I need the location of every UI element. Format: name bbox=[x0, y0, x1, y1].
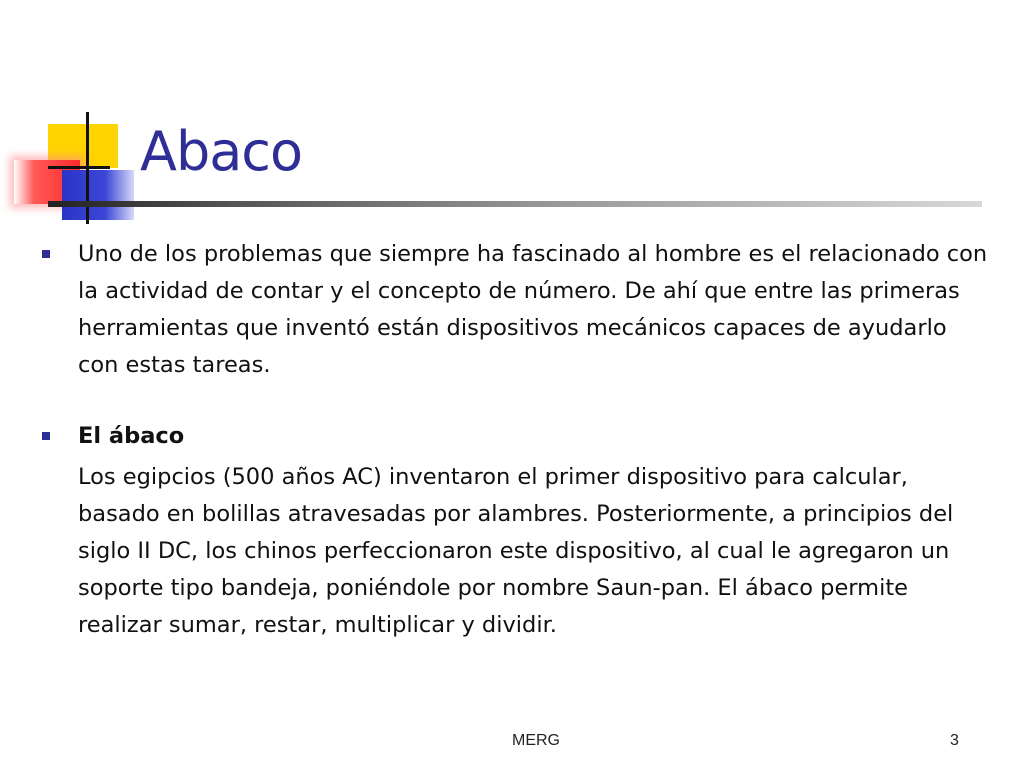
logo-blue-square bbox=[62, 170, 134, 220]
bullet-text: Uno de los problemas que siempre ha fascinado al hombre es el relacionado con la actividad de contar y el concepto de número. De ahí que entre las primeras herramientas que inventó están dispositivos mecánicos capaces de ayudarlo con estas tareas. bbox=[78, 241, 988, 378]
title-divider bbox=[48, 201, 982, 207]
page-number: 3 bbox=[950, 732, 959, 749]
bullet-item bbox=[40, 418, 990, 455]
square-bullet-icon bbox=[42, 432, 50, 440]
square-bullet-icon bbox=[42, 250, 50, 258]
slide-content bbox=[40, 236, 990, 644]
footer-text: MERG bbox=[512, 732, 560, 749]
bullet-item bbox=[40, 236, 990, 384]
bullet-heading: El ábaco bbox=[78, 423, 185, 449]
logo-horizontal-line bbox=[48, 166, 110, 169]
bullet-paragraph: Los egipcios (500 años AC) inventaron el primer dispositivo para calcular, basado en bolillas atravesadas por alambres. Posteriormente, a principios del siglo II DC, los chinos perfeccionaron este dispositivo, al cual le agregaron un soporte tipo bandeja, poniéndole por nombre Saun-pan. El ábaco permite realizar sumar, restar, multiplicar y dividir. bbox=[78, 464, 954, 638]
slide-title: Abaco bbox=[140, 120, 303, 183]
